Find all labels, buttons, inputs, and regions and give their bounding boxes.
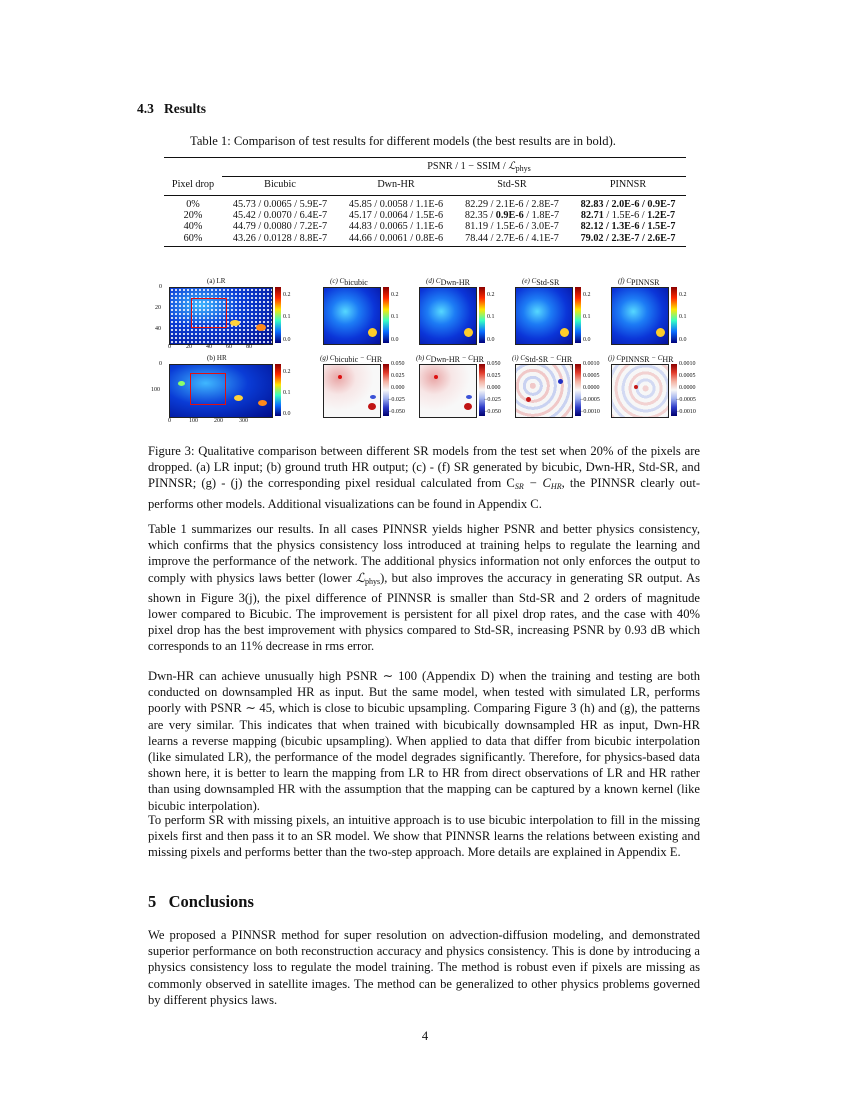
- colorbar: [275, 287, 281, 343]
- tick: 0.2: [679, 292, 687, 298]
- table-super-header: PSNR / 1 − SSIM / ℒ$_{phys}$: [427, 161, 531, 173]
- tick: 0.1: [583, 314, 591, 320]
- heatmap-pinnsr: [611, 287, 669, 345]
- tick: 0.0: [391, 337, 399, 343]
- tick: 0.0000: [679, 385, 696, 391]
- panel-title-g: (g) Cbicubic − CHR: [320, 354, 383, 364]
- cell-drop: 20%: [183, 210, 203, 222]
- tick: 0: [159, 361, 162, 367]
- tick: 0.000: [487, 385, 501, 391]
- table-header-row: [164, 179, 686, 190]
- cell-std-sr: 81.19 / 1.5E-6 / 3.0E-7: [465, 221, 559, 233]
- section-number: 5: [148, 892, 157, 911]
- tick: 0.050: [391, 361, 405, 367]
- cell-dwn-hr: 44.66 / 0.0061 / 0.8E-6: [348, 232, 444, 244]
- colorbar: [671, 287, 677, 343]
- col-header: Std-SR: [497, 179, 527, 190]
- table-row: [164, 210, 686, 221]
- tick: 100: [151, 387, 160, 393]
- tick: 0.0000: [583, 385, 600, 391]
- colorbar: [479, 287, 485, 343]
- tick: 0.2: [487, 292, 495, 298]
- tick: 0.1: [283, 390, 291, 396]
- tick: 0: [168, 344, 171, 350]
- cell-drop: 40%: [183, 221, 203, 233]
- cell-std-sr: 82.29 / 2.1E-6 / 2.8E-7: [465, 199, 559, 210]
- colorbar: [575, 287, 581, 343]
- tick: 0.1: [679, 314, 687, 320]
- results-table-body: [164, 199, 686, 244]
- tick: 100: [189, 418, 198, 424]
- tick: 0.0010: [679, 361, 696, 367]
- page-number: 4: [421, 1029, 429, 1043]
- tick: 60: [226, 344, 232, 350]
- tick: 0.0: [283, 411, 291, 417]
- conclusions-paragraph: We proposed a PINNSR method for super resolution on advection-diffusion modeling, and demonstrated superior performance on both reconstruction accuracy and physics consistency. This is done by introducing a physics consistency loss to regulate the model training. The method is robust even if pixels are missing as commonly observed in satellite images. The method can be generalized to other physics problems governed by different physics laws.: [148, 928, 700, 1007]
- cell-std-sr: 82.35 / 0.9E-6 / 1.8E-7: [464, 210, 560, 222]
- tick: 300: [239, 418, 248, 424]
- table-row: [164, 221, 686, 232]
- heatmap-dwn-hr: [419, 287, 477, 345]
- heatmap-lr: [169, 287, 273, 345]
- hr-highlight-box: [190, 373, 226, 405]
- tick: 0: [168, 418, 171, 424]
- cell-pinnsr: 82.12 / 1.3E-6 / 1.5E-7: [580, 221, 676, 233]
- tick: 0.0: [583, 337, 591, 343]
- heatmap-hr: [169, 364, 273, 418]
- tick: 20: [186, 344, 192, 350]
- section-title: Conclusions: [168, 892, 254, 911]
- colorbar: [383, 287, 389, 343]
- cell-bicubic: 45.42 / 0.0070 / 6.4E-7: [232, 210, 328, 222]
- col-header: Bicubic: [264, 179, 296, 190]
- table-header-rule: [222, 176, 686, 177]
- cell-std-sr: 78.44 / 2.7E-6 / 4.1E-7: [465, 232, 559, 244]
- panel-title-f: (f) CPINNSR: [618, 277, 660, 287]
- heatmap-std-sr: [515, 287, 573, 345]
- tick: 0.0: [283, 337, 291, 343]
- tick: −0.0005: [580, 397, 600, 403]
- tick: 0.2: [391, 292, 399, 298]
- cell-drop: 60%: [183, 232, 203, 244]
- table-caption: Table 1: Comparison of test results for different models (the best results are in bold).: [190, 134, 616, 148]
- panel-title-d: (d) CDwn-HR: [426, 277, 470, 287]
- cell-bicubic: 45.73 / 0.0065 / 5.9E-7: [232, 199, 328, 210]
- tick: 20: [155, 305, 161, 311]
- table-bottom-rule: [164, 246, 686, 247]
- cell-dwn-hr: 45.85 / 0.0058 / 1.1E-6: [348, 199, 444, 210]
- tick: 0.1: [391, 314, 399, 320]
- paragraph-dwn-hr: Dwn-HR can achieve unusually high PSNR ∼ 100 (Appendix D) when the training and testing are both conducted on downsampled HR as input. But the same model, when tested with simulated LR, performs poorly with PSNR ∼ 45, which is close to bicubic upsampling. Comparing Figure 3 (h) and (g), the patterns are very similar. This indicates that when trained with bicubically downsampled HR as input, Dwn-HR learns a reverse mapping (bicubic upsampling). When applied to data that differ from bicubic interpolation (like simulated LR), the performance of the model degrades significantly. Therefore, for physics-based data shown here, it is better to learn the mapping from LR to HR from direct observations of LR and HR rather than using downsampled HR with the assumption that the mapping can be captured by a known kernel (like bicubic interpolation).: [148, 669, 700, 813]
- panel-title-i: (i) CStd-SR − CHR: [512, 354, 573, 364]
- section-heading: [137, 101, 206, 117]
- col-header: Dwn-HR: [377, 179, 415, 190]
- colorbar: [275, 364, 281, 416]
- section-number: 4.3: [137, 101, 154, 116]
- heatmap-residual-dwn-hr: [419, 364, 477, 418]
- tick: −0.0010: [580, 409, 600, 415]
- tick: 0.0: [487, 337, 495, 343]
- col-header: Pixel drop: [171, 179, 215, 190]
- panel-title-a: (a) LR: [207, 277, 226, 285]
- conclusions-heading: [148, 892, 254, 912]
- lr-highlight-box: [191, 298, 227, 328]
- paragraph-missing-pixels: To perform SR with missing pixels, an intuitive approach is to use bicubic interpolation to fill in the missing pixels first and then pass it to an SR model. We show that PINNSR learns the relations between existing and missing pixels and performs better than the two-step approach. More details are explained in Appendix E.: [148, 813, 700, 860]
- figure-3: [140, 270, 710, 430]
- cell-dwn-hr: 44.83 / 0.0065 / 1.1E-6: [348, 221, 444, 233]
- heatmap-residual-bicubic: [323, 364, 381, 418]
- table-top-rule: [164, 157, 686, 158]
- heatmap-bicubic: [323, 287, 381, 345]
- tick: −0.0005: [676, 397, 696, 403]
- cell-bicubic: 44.79 / 0.0080 / 7.2E-7: [232, 221, 328, 233]
- tick: −0.025: [484, 397, 501, 403]
- cell-dwn-hr: 45.17 / 0.0064 / 1.5E-6: [348, 210, 444, 222]
- panel-title-b: (b) HR: [207, 354, 227, 362]
- cell-bicubic: 43.26 / 0.0128 / 8.8E-7: [232, 232, 328, 244]
- tick: 0.025: [391, 373, 405, 379]
- figure-caption: Figure 3: Qualitative comparison between different SR models from the test set when 20% of the pixels are dropped. (a) LR input; (b) ground truth HR output; (c) - (f) SR generated by bicubic, Dwn-HR, Std-SR, and PINNSR; (g) - (j) the corresponding pixel residual calculated from $C_{SR} - C_{HR}$, the PINNSR clearly out-performs other models. Additional visualizations can be found in Appendix C.: [148, 444, 701, 511]
- panel-title-e: (e) CStd-SR: [522, 277, 560, 287]
- tick: −0.050: [388, 409, 405, 415]
- tick: 0: [159, 284, 162, 290]
- table-row: [164, 233, 686, 244]
- heatmap-residual-pinnsr: [611, 364, 669, 418]
- tick: 40: [206, 344, 212, 350]
- panel-title-h: (h) CDwn-HR − CHR: [416, 354, 484, 364]
- tick: 0.2: [283, 292, 291, 298]
- results-table: [164, 179, 686, 190]
- tick: −0.0010: [676, 409, 696, 415]
- tick: −0.025: [388, 397, 405, 403]
- tick: 200: [214, 418, 223, 424]
- tick: 80: [246, 344, 252, 350]
- tick: 0.0: [679, 337, 687, 343]
- cell-pinnsr: 82.83 / 2.0E-6 / 0.9E-7: [580, 199, 676, 210]
- cell-pinnsr: 82.71 / 1.5E-6 / 1.2E-7: [580, 210, 676, 222]
- tick: 0.0005: [679, 373, 696, 379]
- tick: 0.0005: [583, 373, 600, 379]
- cell-pinnsr: 79.02 / 2.3E-7 / 2.6E-7: [580, 232, 676, 244]
- tick: 0.2: [583, 292, 591, 298]
- col-header: PINNSR: [609, 179, 647, 190]
- table-mid-rule: [164, 195, 686, 196]
- tick: 0.025: [487, 373, 501, 379]
- section-title: Results: [164, 101, 207, 116]
- tick: 40: [155, 326, 161, 332]
- panel-title-c: (c) Cbicubic: [330, 277, 368, 287]
- tick: 0.2: [283, 369, 291, 375]
- tick: 0.000: [391, 385, 405, 391]
- tick: 0.1: [283, 314, 291, 320]
- cell-drop: 0%: [186, 199, 200, 210]
- paragraph-results-summary: Table 1 summarizes our results. In all cases PINNSR yields higher PSNR and better physics consistency, which confirms that the physics consistency loss introduced at training helps to regulate the learning and improve the performance of the network. The additional physics information not only enforces the output to comply with physics laws better (lower ℒ$_{phys}$), but also improves the accuracy in generating SR output. As shown in Figure 3(j), the pixel difference of PINNSR is smaller than Std-SR and 2 orders of magnitude lower compared to Bicubic. The improvement is persistent for all pixel drop rates, and the case with 40% pixel drop has the best improvement with physics compared to Std-SR, increasing PSNR by 0.93 dB which corresponds to an 11% decrease in rms error.: [148, 522, 700, 654]
- tick: 0.0010: [583, 361, 600, 367]
- tick: 0.050: [487, 361, 501, 367]
- heatmap-residual-std-sr: [515, 364, 573, 418]
- tick: 0.1: [487, 314, 495, 320]
- panel-title-j: (j) CPINNSR − CHR: [608, 354, 674, 364]
- table-row: [164, 199, 686, 210]
- tick: −0.050: [484, 409, 501, 415]
